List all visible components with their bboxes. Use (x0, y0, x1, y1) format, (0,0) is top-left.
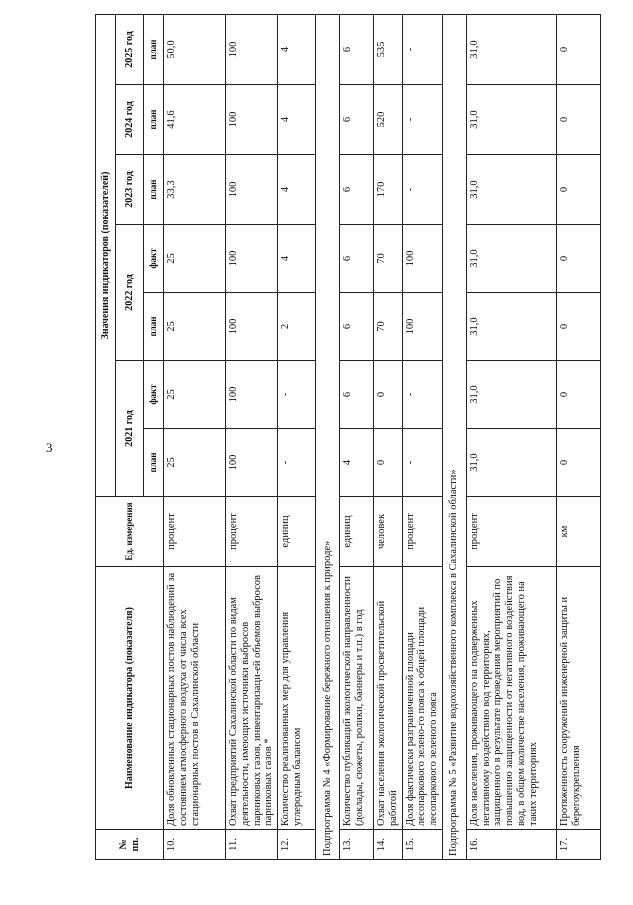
header-year-2024: 2024 год (116, 85, 144, 155)
table-row (278, 14, 316, 859)
value-cell: 31,0 (466, 225, 556, 293)
unit-cell: процент (466, 497, 556, 567)
indicator-name: Доля населения, проживающего на подверженных негативному воздействию вод территориях, защищенного в результате проведения мероприятий по повышению защищенности от негативного воздействия вод, в общем количестве населения, проживающего на таких территориях (466, 567, 556, 830)
rotated-table-wrapper (95, 15, 600, 860)
value-cell: 31,0 (466, 429, 556, 497)
unit-cell: процент (226, 497, 278, 567)
value-cell: 70 (374, 225, 403, 293)
value-cell: 170 (374, 155, 403, 225)
page-number: 3 (46, 440, 53, 455)
value-cell: 100 (226, 14, 278, 84)
value-cell: - (278, 429, 316, 497)
indicator-name: Доля фактически разграниченной площади лесопаркового зелено-го пояса к общей площади лесопаркового зеленого пояса (402, 567, 442, 830)
unit-cell: процент (402, 497, 442, 567)
indicator-name: Протяженность сооружений инженерной защиты и берегоукрепления (556, 567, 600, 830)
value-cell: 31,0 (466, 155, 556, 225)
header-fact: факт (144, 361, 164, 429)
value-cell: 100 (402, 225, 442, 293)
value-cell: 100 (226, 225, 278, 293)
value-cell: 100 (226, 155, 278, 225)
value-cell: - (402, 429, 442, 497)
header-year-2021: 2021 год (116, 361, 144, 497)
value-cell: 31,0 (466, 85, 556, 155)
value-cell: 0 (374, 361, 403, 429)
header-fact: факт (144, 225, 164, 293)
value-cell: 0 (556, 361, 600, 429)
row-number: 15. (402, 830, 442, 860)
value-cell: 0 (374, 429, 403, 497)
value-cell: 25 (164, 429, 226, 497)
table-row (402, 14, 442, 859)
header-year-2023: 2023 год (116, 155, 144, 225)
table-row (226, 14, 278, 859)
value-cell: 100 (226, 429, 278, 497)
value-cell: - (278, 361, 316, 429)
value-cell: 70 (374, 293, 403, 361)
unit-cell: процент (164, 497, 226, 567)
value-cell: 4 (278, 225, 316, 293)
value-cell: 0 (556, 429, 600, 497)
value-cell: 31,0 (466, 361, 556, 429)
table-row (374, 14, 403, 859)
unit-cell: единиц (278, 497, 316, 567)
value-cell: 6 (340, 293, 374, 361)
value-cell: 4 (278, 14, 316, 84)
header-plan: план (144, 14, 164, 84)
value-cell: 0 (556, 14, 600, 84)
row-number: 12. (278, 830, 316, 860)
header-plan: план (144, 85, 164, 155)
row-number: 13. (340, 830, 374, 860)
value-cell: 535 (374, 14, 403, 84)
value-cell: 6 (340, 155, 374, 225)
table-row (466, 14, 556, 859)
row-number: 16. (466, 830, 556, 860)
value-cell: 0 (556, 293, 600, 361)
row-number: 10. (164, 830, 226, 860)
header-values: Значения индикаторов (показателей) (96, 14, 116, 496)
value-cell: 100 (226, 361, 278, 429)
header-plan: план (144, 429, 164, 497)
subprogram-row (316, 14, 340, 859)
indicator-name: Охват населения экологической просветительской работой (374, 567, 403, 830)
value-cell: 6 (340, 14, 374, 84)
value-cell: 4 (340, 429, 374, 497)
header-year-2022: 2022 год (116, 225, 144, 361)
header-plan: план (144, 155, 164, 225)
value-cell: - (402, 85, 442, 155)
value-cell: 0 (556, 225, 600, 293)
value-cell: 0 (556, 85, 600, 155)
value-cell: - (402, 155, 442, 225)
value-cell: 25 (164, 361, 226, 429)
value-cell: 100 (226, 293, 278, 361)
header-unit: Ед. измерения (96, 497, 164, 567)
value-cell: 25 (164, 225, 226, 293)
indicator-name: Количество публикаций экологической направленности (доклады, сюжеты, ролики, баннеры и т.п.) в год (340, 567, 374, 830)
table-row (556, 14, 600, 859)
unit-cell: единиц (340, 497, 374, 567)
value-cell: 6 (340, 225, 374, 293)
header-no: № пп. (96, 830, 164, 860)
value-cell: 31,0 (466, 293, 556, 361)
header-name: Наименование индикатора (показателя) (96, 567, 164, 830)
unit-cell: км (556, 497, 600, 567)
value-cell: 0 (556, 155, 600, 225)
indicator-name: Количество реализованных мер для управления углеродным балансом (278, 567, 316, 830)
indicators-table (95, 14, 601, 860)
row-number: 14. (374, 830, 403, 860)
value-cell: 50,0 (164, 14, 226, 84)
subprogram-5-title: Подпрограмма № 5 «Развитие водохозяйственного комплекса в Сахалинской области» (442, 14, 466, 859)
indicator-name: Доля обновленных стационарных постов наблюдений за состоянием атмосферного воздуха от числа всех стационарных постов в Сахалинской области (164, 567, 226, 830)
header-year-2025: 2025 год (116, 14, 144, 84)
value-cell: 100 (226, 85, 278, 155)
subprogram-row (442, 14, 466, 859)
value-cell: - (402, 361, 442, 429)
value-cell: 41,6 (164, 85, 226, 155)
row-number: 11. (226, 830, 278, 860)
value-cell: 520 (374, 85, 403, 155)
value-cell: 4 (278, 85, 316, 155)
unit-cell: человек (374, 497, 403, 567)
value-cell: 6 (340, 85, 374, 155)
indicator-name: Охват предприятий Сахалинской области по видам деятельности, имеющих источники выбросов парниковых газов, инвентаризаци-ей объемов выбросов парниковых газов * (226, 567, 278, 830)
value-cell: 4 (278, 155, 316, 225)
value-cell: 31,0 (466, 14, 556, 84)
row-number: 17. (556, 830, 600, 860)
value-cell: 33,3 (164, 155, 226, 225)
value-cell: 100 (402, 293, 442, 361)
value-cell: 2 (278, 293, 316, 361)
value-cell: 25 (164, 293, 226, 361)
header-plan: план (144, 293, 164, 361)
table-row (164, 14, 226, 859)
subprogram-4-title: Подпрограмма № 4 «Формирование бережного отношения к природе» (316, 14, 340, 859)
table-row (340, 14, 374, 859)
value-cell: 6 (340, 361, 374, 429)
value-cell: - (402, 14, 442, 84)
